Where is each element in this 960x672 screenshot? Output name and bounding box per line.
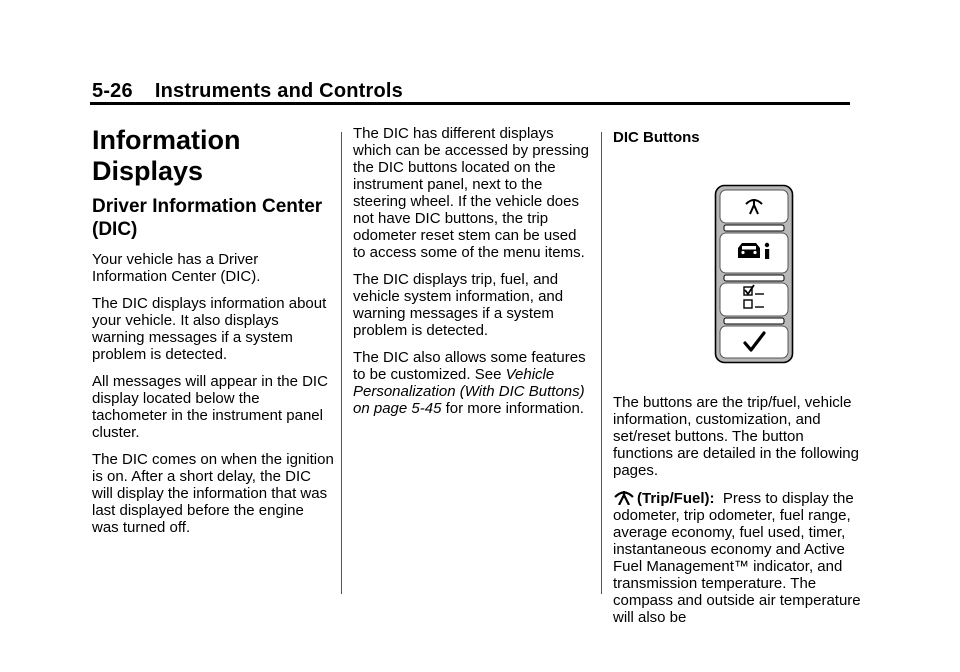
cross-reference-link[interactable]: Vehicle Personalization (With DIC Buttons) on page 5-45 bbox=[353, 366, 585, 417]
section-title: Instruments and Controls bbox=[154, 80, 403, 102]
paragraph-text: for more information. bbox=[441, 400, 584, 417]
paragraph: The DIC displays trip, fuel, and vehicle system information, and warning messages if a system problem is detected. bbox=[353, 271, 564, 339]
dic-buttons-figure bbox=[714, 184, 794, 364]
page-number: 5-26 bbox=[92, 80, 133, 102]
paragraph: The DIC displays information about your vehicle. It also displays warning messages if a system problem is detected. bbox=[92, 295, 327, 363]
paragraph: All messages will appear in the DIC display located below the tachometer in the instrument panel cluster. bbox=[92, 373, 328, 441]
paragraph: The DIC comes on when the ignition is on. After a short delay, the DIC will display the information that was last displayed before the engine was turned off. bbox=[92, 451, 334, 536]
column-divider-2 bbox=[601, 132, 602, 594]
trip-fuel-description bbox=[613, 489, 863, 626]
paragraph-text: The DIC also allows some features to be customized. See bbox=[353, 349, 586, 383]
section-heading: Driver Information Center (DIC) bbox=[92, 196, 323, 240]
column-3 bbox=[613, 125, 863, 636]
page-title: Information Displays bbox=[92, 125, 241, 186]
trip-fuel-text: Press to display the odometer, trip odometer, fuel range, average economy, fuel used, timer, instantaneous economy and Active Fuel Management™ indicator, and transmission temperature. The compass and outside air temperature will also be bbox=[613, 490, 861, 626]
paragraph bbox=[353, 349, 593, 417]
dic-buttons-heading: DIC Buttons bbox=[613, 129, 700, 146]
page-header bbox=[92, 80, 403, 103]
paragraph: The DIC has different displays which can be accessed by pressing the DIC buttons located on the instrument panel, next to the steering wheel. If the vehicle does not have DIC buttons, the trip odometer reset stem can be used to access some of the menu items. bbox=[353, 125, 589, 261]
header-rule bbox=[90, 102, 850, 105]
trip-fuel-icon bbox=[613, 489, 635, 505]
column-2 bbox=[353, 125, 593, 427]
paragraph: The buttons are the trip/fuel, vehicle information, customization, and set/reset buttons. The button functions are detailed in the following pages. bbox=[613, 394, 859, 479]
column-divider-1 bbox=[341, 132, 342, 594]
paragraph: Your vehicle has a Driver Information Center (DIC). bbox=[92, 251, 261, 285]
trip-fuel-label: (Trip/Fuel): bbox=[637, 490, 715, 507]
column-1 bbox=[92, 125, 334, 546]
